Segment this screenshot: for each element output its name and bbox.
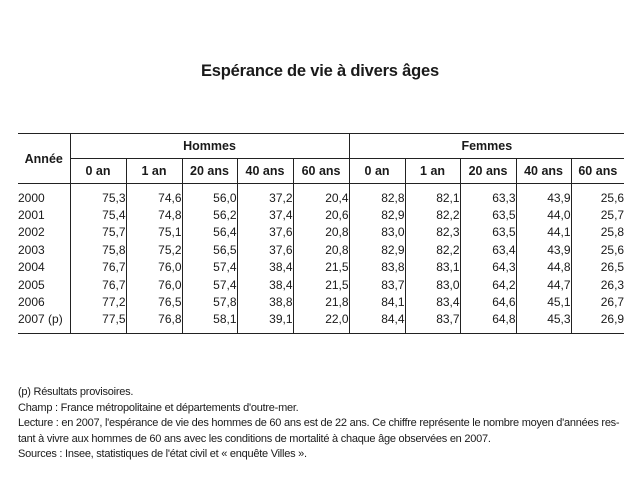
value-cell-hommes: 58,1 — [182, 311, 237, 334]
value-cell-femmes: 83,7 — [405, 311, 460, 334]
value-cell-femmes: 63,5 — [460, 206, 516, 223]
value-cell-hommes: 56,4 — [182, 224, 237, 241]
table-row — [18, 241, 624, 258]
value-cell-hommes: 57,4 — [182, 259, 237, 276]
year-column-header: Année — [18, 134, 70, 184]
value-cell-femmes: 82,2 — [405, 241, 460, 258]
value-cell-hommes: 38,4 — [237, 259, 293, 276]
value-cell-femmes: 26,3 — [571, 276, 624, 293]
table-row — [18, 206, 624, 223]
table-row — [18, 184, 624, 207]
value-cell-femmes: 83,4 — [405, 293, 460, 310]
value-cell-femmes: 25,6 — [571, 184, 624, 207]
year-cell: 2001 — [18, 208, 45, 223]
value-cell-femmes: 83,7 — [349, 276, 405, 293]
value-cell-femmes: 44,7 — [516, 276, 571, 293]
value-cell-hommes: 39,1 — [237, 311, 293, 334]
table-row — [18, 311, 624, 334]
age-header-hommes: 0 an — [70, 159, 126, 184]
value-cell-hommes: 76,0 — [126, 276, 182, 293]
year-cell: 2006 — [18, 295, 45, 310]
note-lecture: Lecture : en 2007, l'espérance de vie des hommes de 60 ans est de 22 ans. Ce chiffre représente le nombre moyen d'années res- — [18, 417, 620, 430]
value-cell-hommes: 37,4 — [237, 206, 293, 223]
value-cell-femmes: 83,0 — [349, 224, 405, 241]
value-cell-femmes: 44,0 — [516, 206, 571, 223]
value-cell-hommes: 75,4 — [70, 206, 126, 223]
value-cell-femmes: 64,3 — [460, 259, 516, 276]
value-cell-hommes: 75,3 — [70, 184, 126, 207]
value-cell-femmes: 63,3 — [460, 184, 516, 207]
age-header-femmes: 20 ans — [460, 159, 516, 184]
value-cell-hommes: 77,5 — [70, 311, 126, 334]
group-header-femmes: Femmes — [349, 134, 624, 159]
age-header-hommes: 20 ans — [182, 159, 237, 184]
note-lecture-continued: tant à vivre aux hommes de 60 ans avec les conditions de mortalité à chaque âge observées en 2007. — [18, 432, 491, 445]
age-header-femmes: 40 ans — [516, 159, 571, 184]
value-cell-hommes: 56,5 — [182, 241, 237, 258]
value-cell-hommes: 76,8 — [126, 311, 182, 334]
value-cell-hommes: 37,2 — [237, 184, 293, 207]
value-cell-hommes: 75,7 — [70, 224, 126, 241]
table-row — [18, 293, 624, 310]
age-header-hommes: 1 an — [126, 159, 182, 184]
value-cell-hommes: 76,7 — [70, 259, 126, 276]
value-cell-hommes: 57,8 — [182, 293, 237, 310]
value-cell-hommes: 76,7 — [70, 276, 126, 293]
value-cell-femmes: 82,9 — [349, 241, 405, 258]
value-cell-femmes: 43,9 — [516, 241, 571, 258]
year-cell: 2002 — [18, 225, 45, 240]
value-cell-hommes: 57,4 — [182, 276, 237, 293]
value-cell-hommes: 74,8 — [126, 206, 182, 223]
year-cell: 2003 — [18, 242, 45, 257]
value-cell-femmes: 45,1 — [516, 293, 571, 310]
value-cell-hommes: 21,5 — [293, 259, 349, 276]
table-row — [18, 276, 624, 293]
value-cell-femmes: 83,1 — [405, 259, 460, 276]
value-cell-femmes: 44,1 — [516, 224, 571, 241]
value-cell-hommes: 74,6 — [126, 184, 182, 207]
value-cell-hommes: 21,8 — [293, 293, 349, 310]
value-cell-femmes: 83,8 — [349, 259, 405, 276]
age-header-femmes: 60 ans — [571, 159, 624, 184]
value-cell-femmes: 83,0 — [405, 276, 460, 293]
table-row — [18, 224, 624, 241]
value-cell-hommes: 37,6 — [237, 224, 293, 241]
value-cell-femmes: 82,9 — [349, 206, 405, 223]
year-cell: 2005 — [18, 277, 45, 292]
value-cell-femmes: 26,7 — [571, 293, 624, 310]
value-cell-femmes: 64,6 — [460, 293, 516, 310]
year-cell: 2007 (p) — [18, 311, 70, 334]
value-cell-hommes: 38,8 — [237, 293, 293, 310]
value-cell-hommes: 22,0 — [293, 311, 349, 334]
age-header-row — [18, 159, 624, 184]
life-expectancy-table — [18, 133, 624, 334]
group-header-row — [18, 134, 624, 159]
value-cell-hommes: 21,5 — [293, 276, 349, 293]
value-cell-femmes: 84,4 — [349, 311, 405, 334]
value-cell-hommes: 56,2 — [182, 206, 237, 223]
value-cell-femmes: 82,8 — [349, 184, 405, 207]
value-cell-femmes: 25,6 — [571, 241, 624, 258]
group-header-hommes: Hommes — [70, 134, 349, 159]
value-cell-femmes: 84,1 — [349, 293, 405, 310]
value-cell-hommes: 37,6 — [237, 241, 293, 258]
page-title: Espérance de vie à divers âges — [201, 62, 439, 80]
age-header-hommes: 60 ans — [293, 159, 349, 184]
age-header-femmes: 0 an — [349, 159, 405, 184]
value-cell-hommes: 75,8 — [70, 241, 126, 258]
value-cell-femmes: 43,9 — [516, 184, 571, 207]
value-cell-femmes: 64,2 — [460, 276, 516, 293]
value-cell-hommes: 77,2 — [70, 293, 126, 310]
value-cell-hommes: 75,2 — [126, 241, 182, 258]
value-cell-femmes: 26,5 — [571, 259, 624, 276]
value-cell-femmes: 63,5 — [460, 224, 516, 241]
value-cell-hommes: 38,4 — [237, 276, 293, 293]
value-cell-hommes: 75,1 — [126, 224, 182, 241]
value-cell-hommes: 20,8 — [293, 224, 349, 241]
value-cell-femmes: 82,2 — [405, 206, 460, 223]
value-cell-femmes: 26,9 — [571, 311, 624, 334]
value-cell-hommes: 76,5 — [126, 293, 182, 310]
year-cell: 2004 — [18, 260, 45, 275]
value-cell-hommes: 76,0 — [126, 259, 182, 276]
note-provisional: (p) Résultats provisoires. — [18, 386, 134, 398]
value-cell-hommes: 20,4 — [293, 184, 349, 207]
age-header-hommes: 40 ans — [237, 159, 293, 184]
value-cell-femmes: 82,1 — [405, 184, 460, 207]
value-cell-hommes: 20,8 — [293, 241, 349, 258]
value-cell-femmes: 45,3 — [516, 311, 571, 334]
note-champ: Champ : France métropolitaine et départements d'outre-mer. — [18, 401, 299, 414]
value-cell-femmes: 64,8 — [460, 311, 516, 334]
value-cell-femmes: 25,8 — [571, 224, 624, 241]
value-cell-hommes: 56,0 — [182, 184, 237, 207]
value-cell-femmes: 44,8 — [516, 259, 571, 276]
value-cell-femmes: 25,7 — [571, 206, 624, 223]
value-cell-femmes: 82,3 — [405, 224, 460, 241]
table-row — [18, 259, 624, 276]
value-cell-femmes: 63,4 — [460, 241, 516, 258]
age-header-femmes: 1 an — [405, 159, 460, 184]
value-cell-hommes: 20,6 — [293, 206, 349, 223]
year-cell: 2000 — [18, 190, 45, 205]
note-sources: Sources : Insee, statistiques de l'état civil et « enquête Villes ». — [18, 448, 307, 461]
footnotes — [18, 385, 624, 463]
